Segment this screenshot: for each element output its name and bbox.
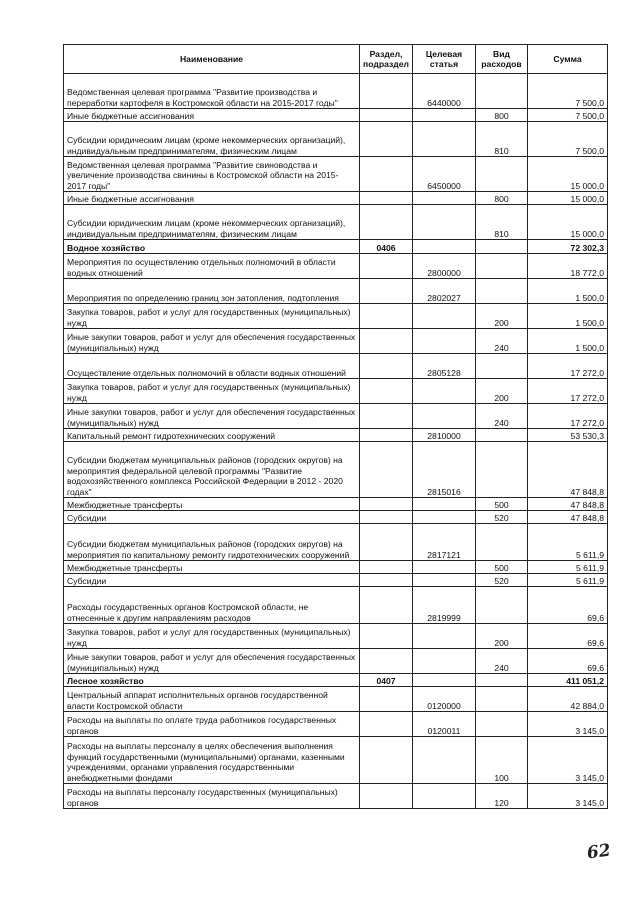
cell-type: 200: [476, 379, 528, 404]
cell-type: [476, 712, 528, 737]
cell-type: 100: [476, 737, 528, 784]
cell-name: Субсидии: [64, 511, 360, 524]
cell-amount: 47 848,8: [528, 442, 608, 498]
cell-section: [360, 624, 413, 649]
table-row: [64, 379, 608, 404]
cell-section: [360, 511, 413, 524]
cell-name: Расходы государственных органов Костромской области, не отнесенные к другим направлениям расходов: [64, 587, 360, 624]
cell-type: [476, 687, 528, 712]
cell-section: [360, 254, 413, 279]
cell-name: Ведомственная целевая программа "Развитие производства и переработки картофеля в Костромской области на 2015-2017 годы": [64, 74, 360, 109]
cell-type: 200: [476, 304, 528, 329]
cell-amount: 72 302,3: [528, 240, 608, 254]
cell-amount: 3 145,0: [528, 737, 608, 784]
cell-type: [476, 157, 528, 192]
page-number: 62: [585, 840, 612, 864]
cell-amount: 1 500,0: [528, 304, 608, 329]
table-row: [64, 122, 608, 157]
cell-amount: 47 848,8: [528, 498, 608, 511]
cell-target: 2805128: [413, 354, 476, 379]
cell-amount: 69,6: [528, 649, 608, 674]
cell-type: [476, 587, 528, 624]
cell-type: 800: [476, 109, 528, 122]
cell-name: Закупка товаров, работ и услуг для государственных (муниципальных) нужд: [64, 624, 360, 649]
table-row: [64, 737, 608, 784]
cell-name: Закупка товаров, работ и услуг для государственных (муниципальных) нужд: [64, 379, 360, 404]
cell-target: 0120000: [413, 687, 476, 712]
table-row: [64, 205, 608, 240]
cell-name: Субсидии: [64, 574, 360, 587]
cell-section: [360, 304, 413, 329]
cell-type: [476, 524, 528, 561]
cell-target: [413, 649, 476, 674]
cell-amount: 5 611,9: [528, 524, 608, 561]
cell-section: [360, 784, 413, 809]
table-row: [64, 524, 608, 561]
cell-name: Расходы на выплаты по оплате труда работников государственных органов: [64, 712, 360, 737]
cell-section: [360, 122, 413, 157]
table-row: [64, 304, 608, 329]
table-row: [64, 674, 608, 687]
table-row: [64, 109, 608, 122]
cell-section: [360, 192, 413, 205]
cell-name: Иные бюджетные ассигнования: [64, 109, 360, 122]
cell-name: Осуществление отдельных полномочий в области водных отношений: [64, 354, 360, 379]
cell-target: [413, 122, 476, 157]
table-row: [64, 687, 608, 712]
table-row: [64, 784, 608, 809]
cell-target: 6450000: [413, 157, 476, 192]
cell-section: [360, 379, 413, 404]
cell-name: Расходы на выплаты персоналу в целях обеспечения выполнения функций государственными (муниципальными) органами, казенными учреждениями, органами управления государственными внебюджетными фондами: [64, 737, 360, 784]
cell-type: 810: [476, 205, 528, 240]
cell-type: 240: [476, 404, 528, 429]
cell-type: 120: [476, 784, 528, 809]
table-row: [64, 624, 608, 649]
cell-amount: 1 500,0: [528, 279, 608, 304]
cell-type: 520: [476, 574, 528, 587]
cell-target: [413, 737, 476, 784]
cell-type: [476, 674, 528, 687]
budget-table: [63, 44, 608, 809]
cell-section: [360, 329, 413, 354]
cell-name: Субсидии бюджетам муниципальных районов (городских округов) на мероприятия федеральной целевой программы "Развитие водохозяйственного комплекса Российской Федерации в 2012 - 2020 годах": [64, 442, 360, 498]
cell-name: Лесное хозяйство: [64, 674, 360, 687]
cell-type: [476, 74, 528, 109]
cell-target: [413, 192, 476, 205]
cell-name: Водное хозяйство: [64, 240, 360, 254]
cell-target: 2817121: [413, 524, 476, 561]
cell-type: [476, 254, 528, 279]
table-header-row: [64, 45, 608, 74]
cell-section: [360, 649, 413, 674]
cell-amount: 1 500,0: [528, 329, 608, 354]
cell-name: Капитальный ремонт гидротехнических сооружений: [64, 429, 360, 442]
cell-section: [360, 279, 413, 304]
cell-type: 200: [476, 624, 528, 649]
cell-type: 500: [476, 561, 528, 574]
cell-target: [413, 561, 476, 574]
cell-type: [476, 429, 528, 442]
table-row: [64, 587, 608, 624]
cell-name: Мероприятия по осуществлению отдельных полномочий в области водных отношений: [64, 254, 360, 279]
cell-name: Расходы на выплаты персоналу государственных (муниципальных) органов: [64, 784, 360, 809]
table-row: [64, 511, 608, 524]
cell-amount: 42 884,0: [528, 687, 608, 712]
cell-amount: 15 000,0: [528, 157, 608, 192]
table-row: [64, 561, 608, 574]
cell-type: [476, 354, 528, 379]
cell-amount: 18 772,0: [528, 254, 608, 279]
cell-section: [360, 354, 413, 379]
cell-name: Субсидии юридическим лицам (кроме некоммерческих организаций), индивидуальным предпринимателям, физическим лицам: [64, 205, 360, 240]
cell-section: 0406: [360, 240, 413, 254]
cell-section: [360, 524, 413, 561]
cell-section: [360, 442, 413, 498]
table-row: [64, 498, 608, 511]
cell-amount: 3 145,0: [528, 712, 608, 737]
table-row: [64, 649, 608, 674]
cell-target: 2810000: [413, 429, 476, 442]
cell-type: 240: [476, 329, 528, 354]
cell-amount: 15 000,0: [528, 192, 608, 205]
table-row: [64, 240, 608, 254]
cell-amount: 411 051,2: [528, 674, 608, 687]
cell-target: [413, 784, 476, 809]
table-row: [64, 254, 608, 279]
header-type: Вид расходов: [476, 45, 528, 74]
cell-target: 2800000: [413, 254, 476, 279]
cell-type: 800: [476, 192, 528, 205]
cell-target: [413, 498, 476, 511]
cell-type: [476, 279, 528, 304]
cell-amount: 47 848,8: [528, 511, 608, 524]
cell-amount: 53 530,3: [528, 429, 608, 442]
cell-amount: 5 611,9: [528, 561, 608, 574]
table-row: [64, 74, 608, 109]
cell-section: [360, 404, 413, 429]
cell-amount: 17 272,0: [528, 354, 608, 379]
cell-amount: 15 000,0: [528, 205, 608, 240]
table-row: [64, 279, 608, 304]
cell-name: Межбюджетные трансферты: [64, 561, 360, 574]
cell-type: [476, 442, 528, 498]
cell-name: Мероприятия по определению границ зон затопления, подтопления: [64, 279, 360, 304]
cell-name: Межбюджетные трансферты: [64, 498, 360, 511]
cell-type: 240: [476, 649, 528, 674]
header-target: Целевая статья: [413, 45, 476, 74]
cell-section: [360, 498, 413, 511]
cell-name: Закупка товаров, работ и услуг для государственных (муниципальных) нужд: [64, 304, 360, 329]
cell-section: [360, 712, 413, 737]
cell-target: [413, 511, 476, 524]
cell-section: [360, 205, 413, 240]
cell-name: Иные закупки товаров, работ и услуг для обеспечения государственных (муниципальных) нужд: [64, 649, 360, 674]
cell-section: 0407: [360, 674, 413, 687]
cell-amount: 7 500,0: [528, 122, 608, 157]
table-body: [64, 74, 608, 809]
table-row: [64, 574, 608, 587]
cell-target: [413, 304, 476, 329]
cell-name: Субсидии юридическим лицам (кроме некоммерческих организаций), индивидуальным предпринимателям, физическим лицам: [64, 122, 360, 157]
cell-section: [360, 429, 413, 442]
table-row: [64, 404, 608, 429]
cell-amount: 7 500,0: [528, 109, 608, 122]
cell-section: [360, 561, 413, 574]
cell-section: [360, 587, 413, 624]
cell-section: [360, 74, 413, 109]
cell-amount: 17 272,0: [528, 404, 608, 429]
cell-section: [360, 737, 413, 784]
cell-amount: 17 272,0: [528, 379, 608, 404]
cell-target: [413, 674, 476, 687]
cell-type: 500: [476, 498, 528, 511]
cell-name: Центральный аппарат исполнительных органов государственной власти Костромской области: [64, 687, 360, 712]
cell-target: 2802027: [413, 279, 476, 304]
cell-section: [360, 157, 413, 192]
table-row: [64, 157, 608, 192]
cell-target: [413, 240, 476, 254]
cell-name: Иные бюджетные ассигнования: [64, 192, 360, 205]
cell-target: [413, 624, 476, 649]
table-row: [64, 329, 608, 354]
cell-target: 6440000: [413, 74, 476, 109]
cell-name: Субсидии бюджетам муниципальных районов (городских округов) на мероприятия по капитальному ремонту гидротехнических сооружений: [64, 524, 360, 561]
cell-amount: 7 500,0: [528, 74, 608, 109]
table-row: [64, 442, 608, 498]
cell-section: [360, 109, 413, 122]
cell-section: [360, 687, 413, 712]
cell-amount: 69,6: [528, 587, 608, 624]
table-row: [64, 429, 608, 442]
cell-amount: 3 145,0: [528, 784, 608, 809]
cell-target: [413, 109, 476, 122]
header-amount: Сумма: [528, 45, 608, 74]
cell-target: 0120011: [413, 712, 476, 737]
cell-name: Ведомственная целевая программа "Развитие свиноводства и увеличение производства свинины в Костромской области на 2015-2017 годы": [64, 157, 360, 192]
cell-type: 810: [476, 122, 528, 157]
table-row: [64, 354, 608, 379]
cell-target: [413, 404, 476, 429]
cell-target: 2815016: [413, 442, 476, 498]
cell-name: Иные закупки товаров, работ и услуг для обеспечения государственных (муниципальных) нужд: [64, 329, 360, 354]
cell-type: [476, 240, 528, 254]
cell-amount: 5 611,9: [528, 574, 608, 587]
cell-target: [413, 329, 476, 354]
cell-target: 2819999: [413, 587, 476, 624]
cell-type: 520: [476, 511, 528, 524]
cell-target: [413, 574, 476, 587]
cell-section: [360, 574, 413, 587]
table-row: [64, 192, 608, 205]
table-row: [64, 712, 608, 737]
cell-amount: 69,6: [528, 624, 608, 649]
cell-target: [413, 379, 476, 404]
cell-target: [413, 205, 476, 240]
cell-name: Иные закупки товаров, работ и услуг для обеспечения государственных (муниципальных) нужд: [64, 404, 360, 429]
header-section: Раздел, подраздел: [360, 45, 413, 74]
header-name: Наименование: [64, 45, 360, 74]
